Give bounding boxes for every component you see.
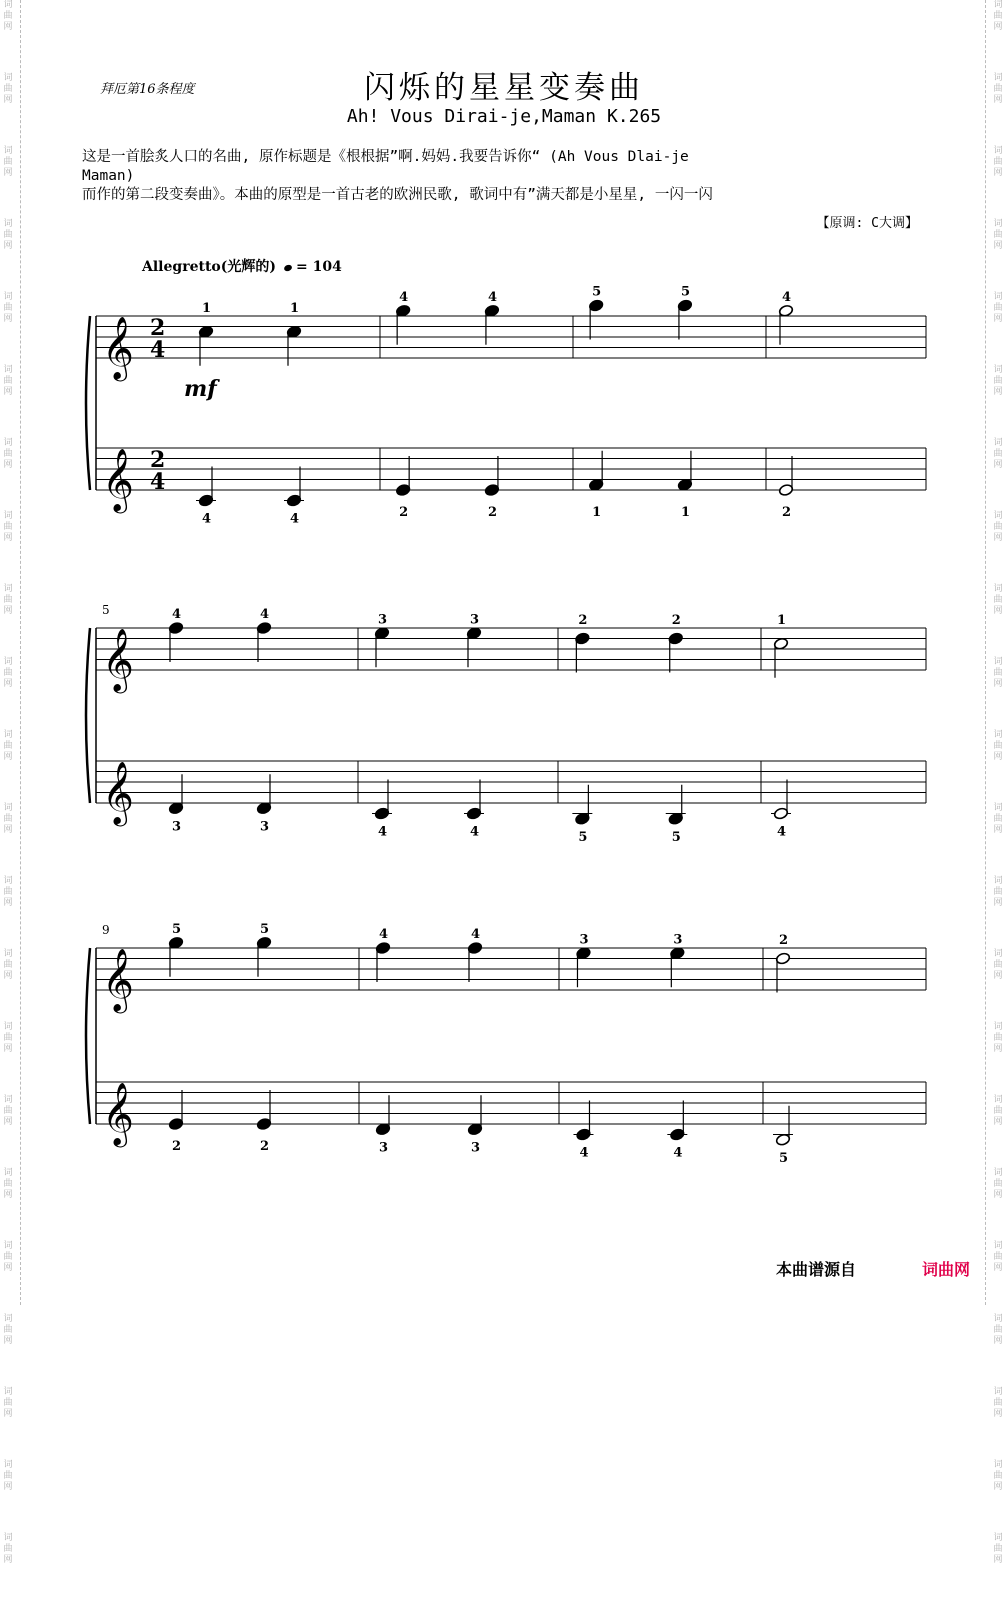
note-head [466, 807, 481, 820]
watermark-text: 词 曲 网 [3, 73, 13, 105]
note-head [773, 807, 788, 820]
treble-clef-icon: 𝄞 [102, 948, 134, 1011]
measure-number: 9 [102, 923, 110, 937]
note-head [198, 325, 213, 338]
watermark-text: 词 曲 网 [3, 803, 13, 835]
watermark-text: 词 曲 网 [993, 1241, 1003, 1273]
fingering-number: 4 [172, 607, 182, 622]
note-head [576, 1128, 591, 1141]
watermark-text: 词 曲 网 [3, 876, 13, 908]
watermark-text: 词 曲 网 [993, 1460, 1003, 1492]
note-head [395, 483, 410, 496]
footer-source-label: 本曲谱源自 [776, 1260, 857, 1279]
fingering-number: 5 [260, 921, 270, 937]
note-head [677, 478, 692, 491]
watermark-text: 词 曲 网 [993, 438, 1003, 470]
note-head [256, 621, 271, 634]
watermark-text: 词 曲 网 [3, 292, 13, 324]
watermark-text: 词 曲 网 [3, 1168, 13, 1200]
watermark-text: 词 曲 网 [3, 219, 13, 251]
watermark-text: 词 曲 网 [993, 1387, 1003, 1419]
watermark-text: 词 曲 网 [3, 584, 13, 616]
fingering-number: 5 [680, 284, 690, 300]
fingering-number: 2 [399, 505, 409, 520]
note-head [588, 299, 603, 312]
treble-clef-icon: 𝄞 [102, 448, 134, 511]
fingering-number: 2 [671, 613, 681, 628]
note-head [484, 483, 499, 496]
watermark-text: 词 曲 网 [993, 146, 1003, 178]
fingering-number: 2 [260, 1139, 270, 1154]
note-head [198, 494, 213, 507]
fingering-number: 5 [779, 1150, 789, 1166]
watermark-text: 词 曲 网 [993, 0, 1003, 32]
note-head [168, 802, 183, 815]
watermark-text: 词 曲 网 [993, 657, 1003, 689]
fingering-number: 1 [202, 301, 212, 316]
note-head [576, 947, 591, 960]
fingering-number: 4 [579, 1145, 589, 1161]
watermark-text: 词 曲 网 [3, 949, 13, 981]
treble-clef-icon: 𝄞 [102, 761, 134, 824]
watermark-text: 词 曲 网 [993, 73, 1003, 105]
watermark-text: 词 曲 网 [3, 146, 13, 178]
note-head [670, 947, 685, 960]
fingering-number: 3 [470, 612, 480, 628]
page-title: 闪烁的星星变奏曲 [364, 70, 644, 106]
note-head [256, 1117, 271, 1130]
intro-line-3: 而作的第二段变奏曲》。本曲的原型是一首古老的欧洲民歌, 歌词中有”满天都是小星星, 一闪一闪 [82, 187, 713, 203]
page-subtitle: Ah! Vous Dirai-je,Maman K.265 [346, 106, 662, 127]
note-head [286, 494, 301, 507]
watermark-text: 词 曲 网 [3, 1241, 13, 1273]
note-head [374, 807, 389, 820]
time-signature-top: 2 [150, 315, 166, 341]
note-head [484, 304, 499, 317]
watermark-text: 词 曲 网 [993, 1022, 1003, 1054]
watermark-text: 词 曲 网 [3, 1022, 13, 1054]
watermark-text: 词 曲 网 [993, 1533, 1003, 1565]
watermark-text: 词 曲 网 [993, 219, 1003, 251]
watermark-text: 词 曲 网 [993, 584, 1003, 616]
footer-site-link[interactable]: 词曲网 [922, 1260, 971, 1279]
fingering-number: 3 [379, 1140, 389, 1156]
fingering-number: 4 [782, 289, 792, 305]
watermark-text: 词 曲 网 [993, 365, 1003, 397]
note-head [773, 637, 788, 650]
watermark-text: 词 曲 网 [993, 876, 1003, 908]
fingering-number: 3 [172, 819, 182, 835]
note-head [668, 812, 683, 825]
note-head [467, 1123, 482, 1136]
watermark-text: 词 曲 网 [993, 949, 1003, 981]
fingering-number: 5 [592, 284, 602, 300]
fingering-number: 2 [172, 1139, 182, 1154]
fingering-number: 3 [471, 1140, 481, 1156]
note-head [256, 802, 271, 815]
note-head [168, 1117, 183, 1130]
time-signature-bottom: 4 [150, 337, 166, 363]
note-head [286, 325, 301, 338]
fingering-number: 5 [172, 921, 182, 937]
fingering-number: 5 [578, 829, 588, 845]
fingering-number: 4 [290, 511, 300, 527]
note-head [168, 621, 183, 634]
note-head [375, 1123, 390, 1136]
watermark-text: 词 曲 网 [993, 1168, 1003, 1200]
dynamic-mark: mf [184, 376, 217, 402]
watermark-text: 词 曲 网 [3, 365, 13, 397]
note-head [677, 299, 692, 312]
note-head [588, 478, 603, 491]
watermark-text: 词 曲 网 [3, 1387, 13, 1419]
watermark-text: 词 曲 网 [3, 1314, 13, 1346]
measure-number: 5 [102, 603, 110, 617]
fingering-number: 4 [470, 824, 480, 840]
original-key: 【原调: C大调】 [816, 216, 918, 231]
watermark-text: 词 曲 网 [3, 511, 13, 543]
watermark-text: 词 曲 网 [993, 1314, 1003, 1346]
fingering-number: 4 [378, 824, 388, 840]
intro-line-2: Maman) [82, 168, 135, 184]
fingering-number: 3 [673, 932, 683, 948]
note-head [467, 941, 482, 954]
note-head [668, 632, 683, 645]
fingering-number: 3 [579, 932, 589, 948]
treble-clef-icon: 𝄞 [102, 628, 134, 691]
fingering-number: 4 [777, 824, 787, 840]
grade-level: 拜厄第16条程度 [100, 82, 195, 97]
treble-clef-icon: 𝄞 [102, 1082, 134, 1145]
watermark-text: 词 曲 网 [3, 0, 13, 32]
note-head [575, 812, 590, 825]
fingering-number: 1 [290, 301, 300, 316]
fingering-number: 3 [260, 819, 270, 835]
watermark-text: 词 曲 网 [3, 1095, 13, 1127]
note-head [575, 632, 590, 645]
fingering-number: 3 [378, 612, 388, 628]
brace-icon [86, 948, 90, 1124]
note-head [168, 936, 183, 949]
fingering-number: 4 [471, 927, 481, 942]
note-head [778, 304, 793, 317]
watermark-text: 词 曲 网 [993, 511, 1003, 543]
watermark-text: 词 曲 网 [3, 438, 13, 470]
note-head [374, 627, 389, 640]
watermark-text: 词 曲 网 [993, 803, 1003, 835]
note-head [670, 1128, 685, 1141]
brace-icon [86, 628, 90, 803]
note-head [466, 627, 481, 640]
tempo-text: Allegretto(光辉的) [142, 259, 276, 275]
fingering-number: 1 [777, 613, 787, 628]
time-signature-top: 2 [150, 447, 166, 473]
treble-clef-icon: 𝄞 [102, 316, 134, 379]
note-head [775, 952, 790, 965]
brace-icon [86, 316, 90, 490]
watermark-text: 词 曲 网 [993, 292, 1003, 324]
fingering-number: 2 [487, 505, 497, 520]
intro-line-1: 这是一首脍炙人口的名曲, 原作标题是《根根据”啊.妈妈.我要告诉你“ (Ah Vous Dlai-je [82, 149, 689, 165]
fingering-number: 2 [782, 505, 792, 520]
fingering-number: 4 [260, 607, 270, 622]
fingering-number: 1 [680, 505, 690, 520]
fingering-number: 4 [379, 927, 389, 942]
fingering-number: 5 [671, 829, 681, 845]
fingering-number: 4 [399, 289, 409, 305]
tempo-bpm: = 104 [296, 259, 342, 275]
fingering-number: 4 [202, 511, 212, 527]
note-head [375, 941, 390, 954]
fingering-number: 4 [673, 1145, 683, 1161]
note-head [778, 483, 793, 496]
note-head [256, 936, 271, 949]
note-head [395, 304, 410, 317]
fingering-number: 4 [487, 289, 497, 305]
note-head [775, 1133, 790, 1146]
watermark-text: 词 曲 网 [3, 1460, 13, 1492]
watermark-text: 词 曲 网 [3, 657, 13, 689]
fingering-number: 2 [779, 933, 789, 948]
watermark-text: 词 曲 网 [3, 1533, 13, 1565]
fingering-number: 1 [592, 505, 602, 520]
time-signature-bottom: 4 [150, 469, 166, 495]
watermark-text: 词 曲 网 [3, 730, 13, 762]
fingering-number: 2 [578, 613, 588, 628]
watermark-text: 词 曲 网 [993, 1095, 1003, 1127]
watermark-text: 词 曲 网 [993, 730, 1003, 762]
